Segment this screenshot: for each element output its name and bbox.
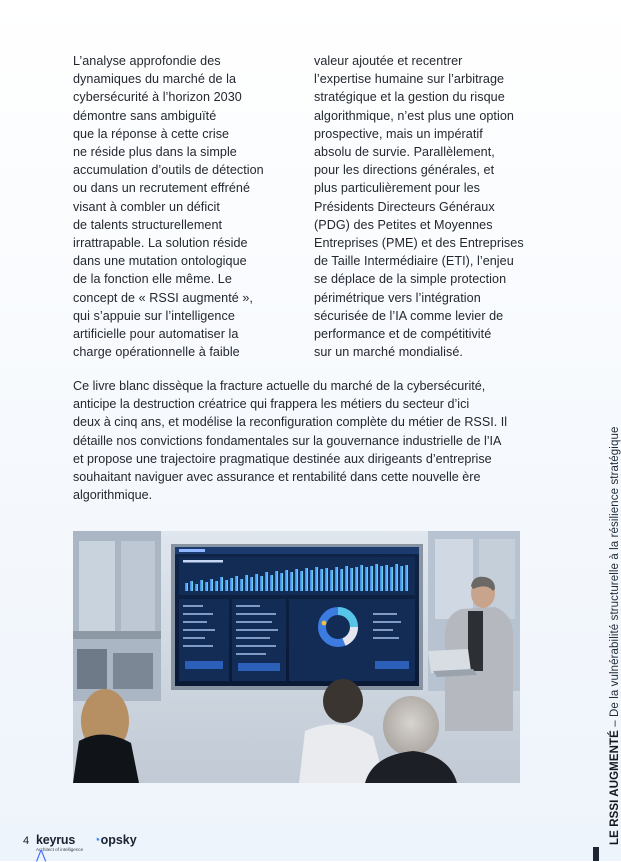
keyrus-logo-mark-icon: ⋀ xyxy=(36,848,47,862)
body-text-left-column: L’analyse approfondie des dynamiques du marché de la cybersécurité à l’horizon 2030 démontre sans ambiguïté que la réponse à cette crise ne réside plus dans la simple accumulation d’outils de détection ou dans un recrutement effréné visant à combler un déficit de talents structurellement irrattrapable. La solution réside dans une mutation ontologique de la fonction elle même. Le concept de « RSSI augmenté », qui s’appuie sur l’intelligence artificielle pour automatiser la charge opérationnelle à faible xyxy=(73,54,264,360)
presentation-photo xyxy=(73,531,520,783)
opsky-logo-text: opsky xyxy=(100,833,137,847)
photo-illustration xyxy=(73,531,520,783)
keyrus-tagline: Architect of intelligence xyxy=(36,847,84,852)
opsky-logo xyxy=(93,833,137,847)
page-number: 4 xyxy=(23,835,30,847)
keyrus-logo-text: keyrus xyxy=(36,833,76,847)
body-text-right-column: valeur ajoutée et recentrer l’expertise humaine sur l’arbitrage stratégique et la gestion du risque algorithmique, n’est plus une option prospective, mais un impératif absolu de survie. Parallèlement, pour les directions générales, et plus particulièrement pour les Présidents Directeurs Généraux (PDG) des Petites et Moyennes Entreprises (PME) et des Entreprises de Taille Intermédiaire (ETI), l’enjeu se déplace de la simple protection périmétrique vers l’intégration sécurisée de l’IA comme levier de performance et de compétitivité sur un marché mondialisé. xyxy=(314,54,524,360)
sidebar-title-bold: LE RSSI AUGMENTÉ xyxy=(609,730,621,845)
sidebar-accent-bar xyxy=(593,847,599,861)
sidebar-document-title xyxy=(609,427,621,845)
sidebar-title-subtitle: – De la vulnérabilité structurelle à la résilience stratégique xyxy=(609,426,621,731)
body-text-paragraph: Ce livre blanc dissèque la fracture actuelle du marché de la cybersécurité, anticipe la destruction créatrice qui frappera les métiers du secteur d’ici deux à cinq ans, et modélise la reconfiguration complète du métier de RSSI. Il détaille nos convictions fondamentales sur la gouvernance industrielle de l’IA et propose une trajectoire pragmatique destinée aux dirigeants d’entreprise souhaitant naviguer avec assurance et rentabilité dans cette nouvelle ère algorithmique. xyxy=(73,379,508,503)
opsky-logo-mark-icon: ◔ xyxy=(93,833,101,847)
